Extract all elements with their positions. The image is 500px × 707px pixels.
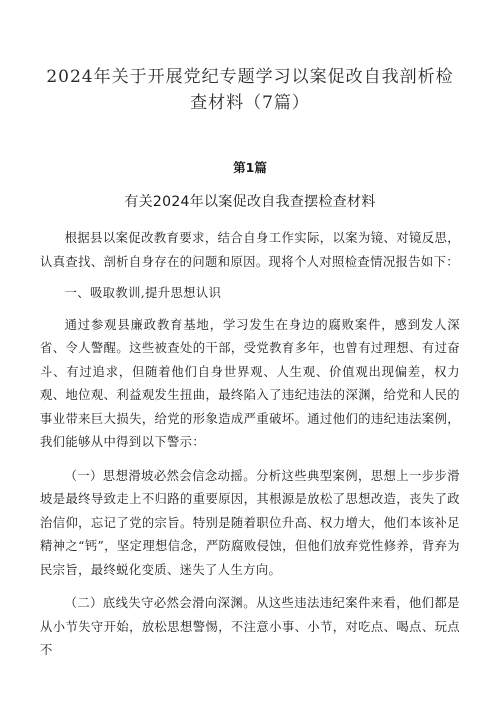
part-label: 第1篇 [233,160,267,175]
paragraph-point-1: （一）思想滑坡必然会信念动摇。分析这些典型案例，思想上一步步滑坡是最终导致走上不归路的重要原因，其根源是放松了思想改造，丧失了政治信仰，忘记了党的宗旨。特别是随着职位升高、权力增大，他们本该补足精神之“钙”，坚定理想信念，严防腐败侵蚀，但他们放弃党性修养，背弃为民宗旨，最终蜕化变质、迷失了人生方向。 [40,468,460,577]
section-title: 有关2024年以案促改自我查摆检查材料 [124,194,376,210]
paragraph-heading-1: 一、吸取教训,提升思想认识 [64,286,222,300]
document-title: 2024年关于开展党纪专题学习以案促改自我剖析检查材料（7篇） [46,67,454,113]
paragraph-lessons: 通过参观县廉政教育基地，学习发生在身边的腐败案件，感到发人深省、令人警醒。这些被查处的干部，受党教育多年，也曾有过理想、有过奋斗、有过追求，但随着他们自身世界观、人生观、价值观出现偏差，权力观、地位观、利益观发生扭曲，最终陷入了违纪违法的深渊，给党和人民的事业带来巨大损失，给党的形象造成严重破坏。通过他们的违纪违法案例，我们能够从中得到以下警示： [40,317,460,449]
body-text [40,227,460,663]
paragraph-point-2: （二）底线失守必然会滑向深渊。从这些违法违纪案件来看，他们都是从小节失守开始，放松思想警惕，不注意小事、小节，对吃点、喝点、玩点不 [40,596,460,657]
paragraph-intro: 根据县以案促改教育要求，结合自身工作实际，以案为镜、对镜反思，认真查找、剖析自身存在的问题和原因。现将个人对照检查情况报告如下： [40,231,460,269]
